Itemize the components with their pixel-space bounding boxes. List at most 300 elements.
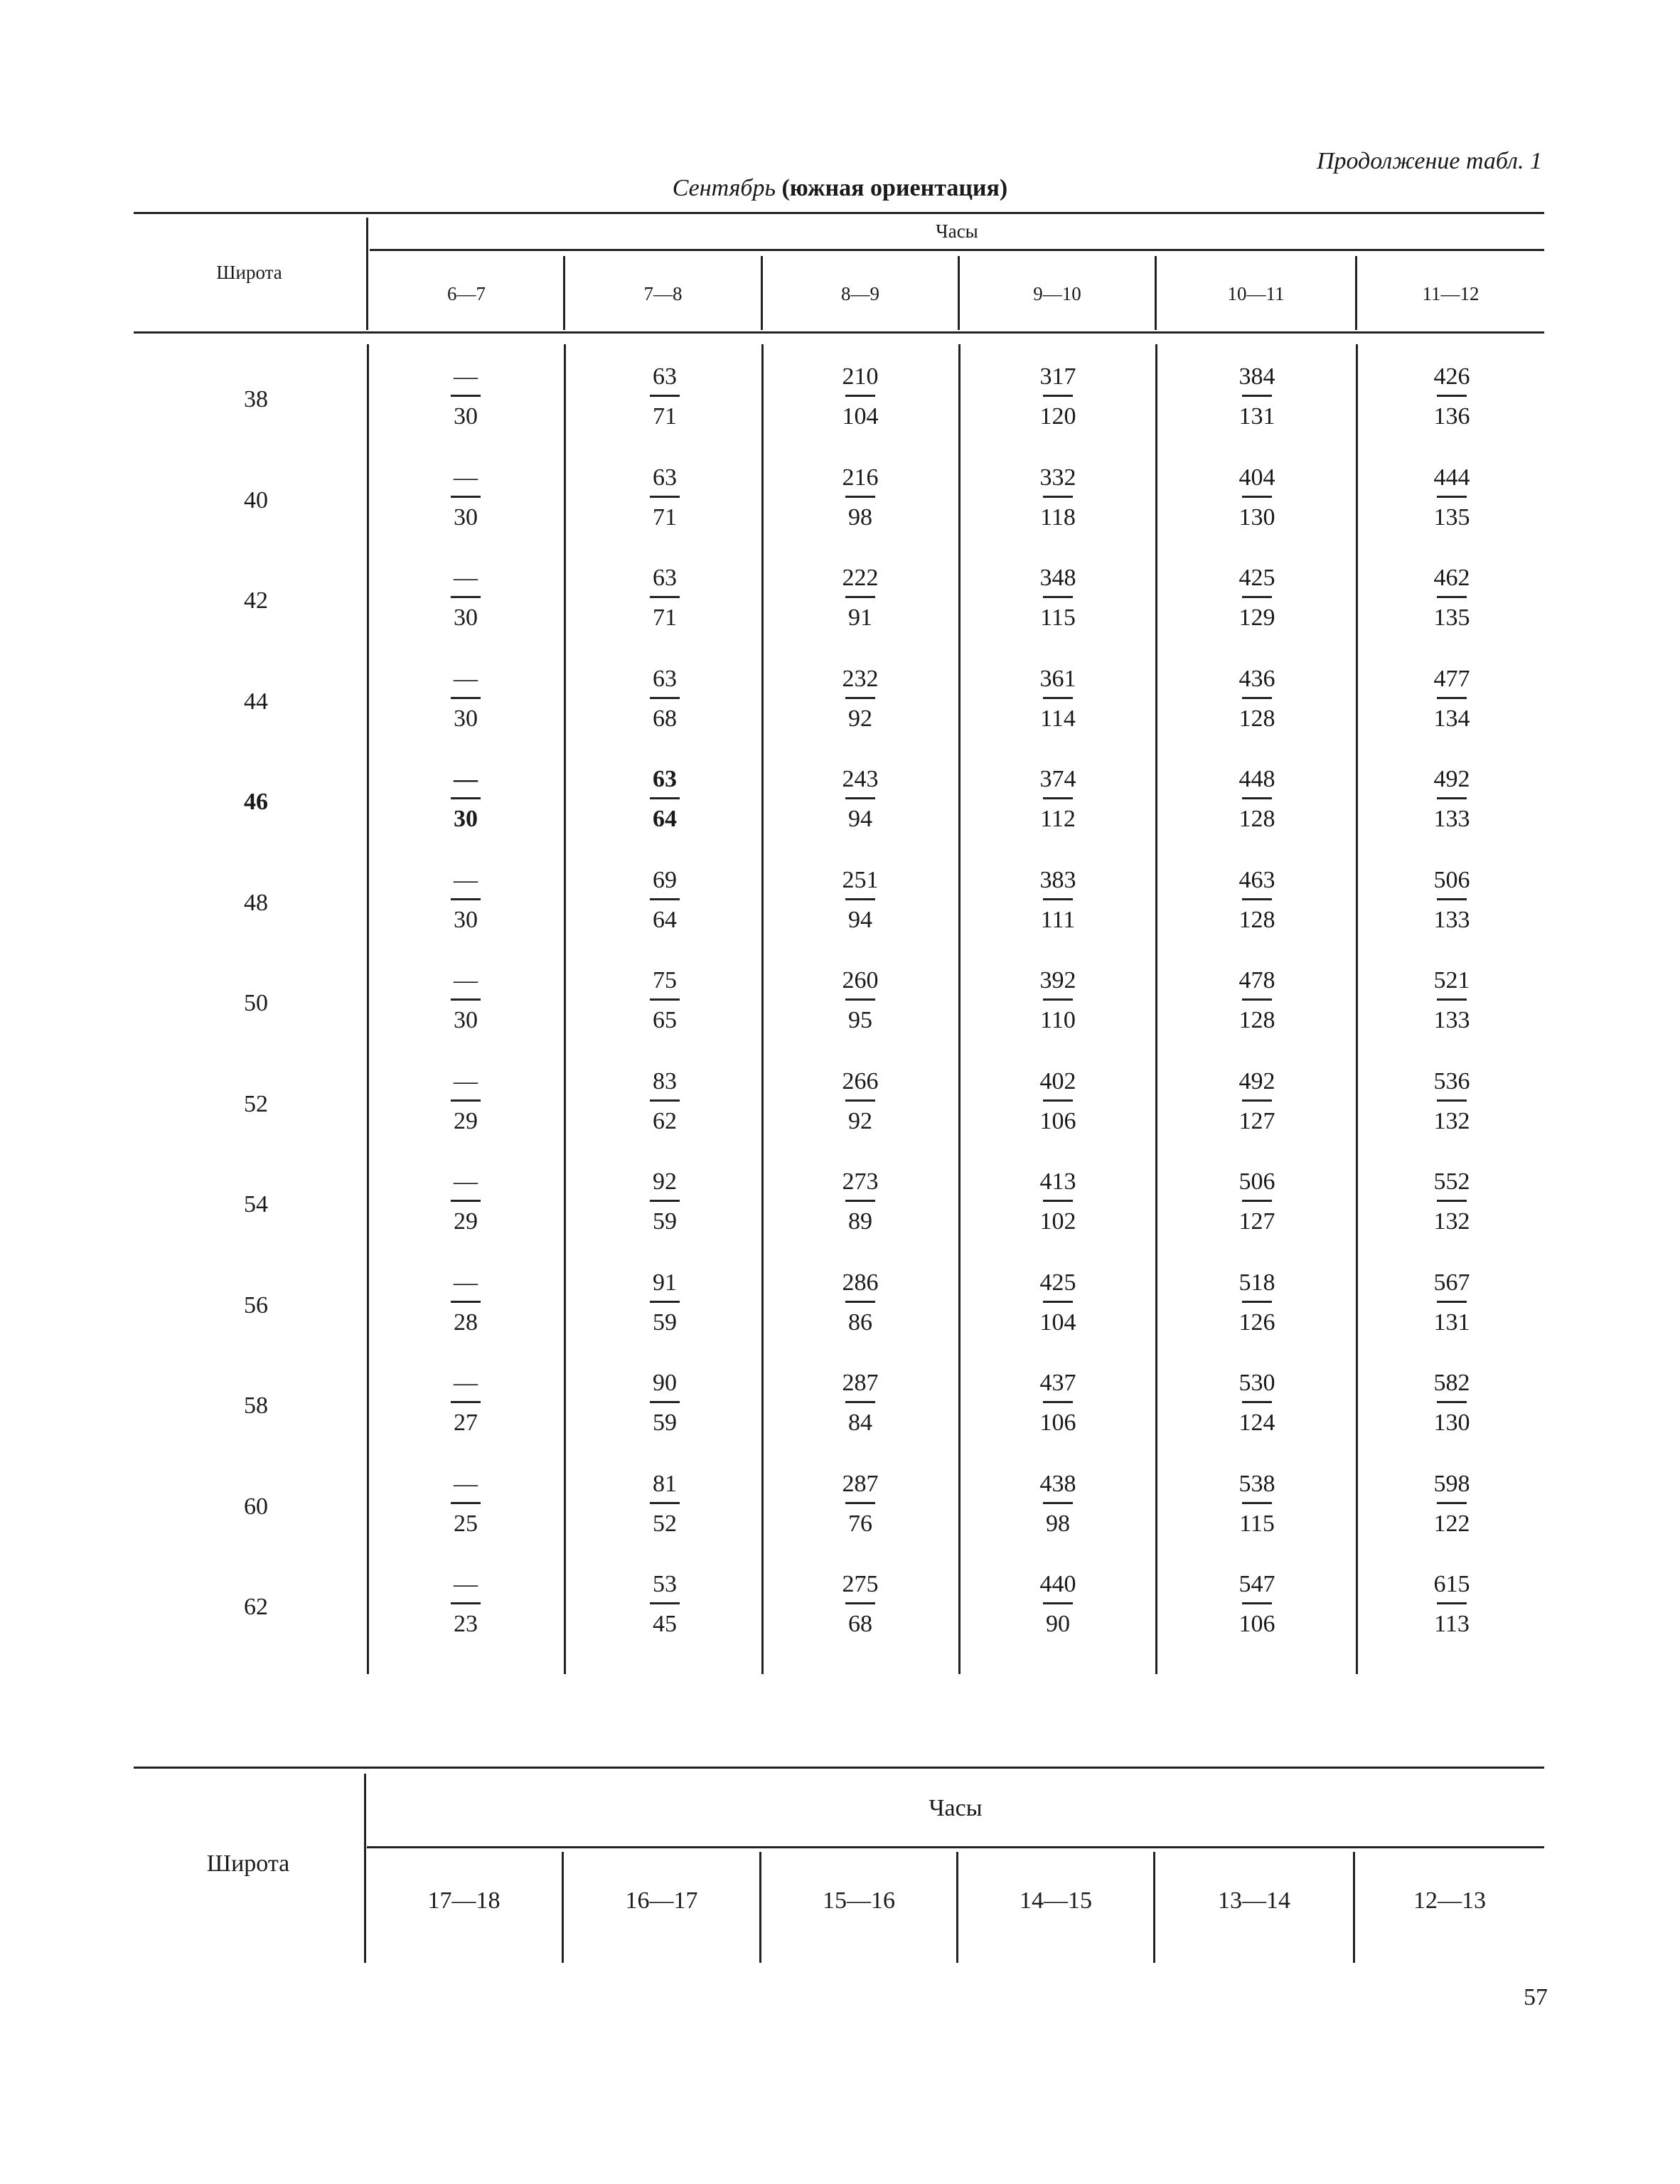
numerator: 383	[1039, 866, 1076, 893]
fraction-cell	[615, 966, 715, 1035]
fraction-cell	[416, 464, 515, 532]
fraction-cell	[1402, 665, 1502, 733]
table1-body-divider	[958, 344, 961, 1674]
fraction-cell	[615, 866, 715, 934]
numerator: —	[454, 866, 478, 893]
denominator: 30	[454, 403, 478, 430]
numerator: 81	[653, 1470, 677, 1497]
fraction-bar	[1437, 1099, 1467, 1102]
numerator: —	[454, 363, 478, 390]
numerator: 518	[1238, 1269, 1275, 1296]
fraction-bar	[650, 697, 680, 699]
denominator: 128	[1238, 705, 1275, 732]
numerator: 426	[1433, 363, 1470, 390]
table1-col-header: 11—12	[1422, 283, 1480, 304]
denominator: 128	[1238, 906, 1275, 933]
fraction-bar	[845, 1099, 875, 1102]
numerator: 413	[1039, 1168, 1076, 1195]
fraction-bar	[1043, 496, 1073, 498]
fraction-bar	[845, 1602, 875, 1604]
fraction-cell	[416, 1570, 515, 1639]
denominator: 91	[848, 604, 872, 631]
numerator: 492	[1238, 1067, 1275, 1094]
numerator: —	[454, 1067, 478, 1094]
fraction-cell	[810, 564, 910, 632]
denominator: 133	[1433, 906, 1470, 933]
numerator: 444	[1433, 464, 1470, 491]
numerator: 361	[1039, 665, 1076, 692]
latitude-value: 58	[244, 1392, 268, 1419]
fraction-cell	[615, 1168, 715, 1236]
denominator: 111	[1040, 906, 1076, 933]
denominator: 128	[1238, 1007, 1275, 1033]
fraction-cell	[1008, 765, 1108, 833]
fraction-cell	[416, 564, 515, 632]
fraction-bar	[650, 395, 680, 397]
fraction-cell	[1402, 1168, 1502, 1236]
denominator: 52	[653, 1510, 677, 1537]
denominator: 127	[1238, 1208, 1275, 1235]
numerator: 506	[1433, 866, 1470, 893]
fraction-cell	[1207, 1067, 1307, 1136]
denominator: 30	[454, 705, 478, 732]
fraction-cell	[416, 765, 515, 833]
fraction-bar	[451, 898, 481, 900]
denominator: 30	[454, 1007, 478, 1033]
fraction-bar	[650, 496, 680, 498]
denominator: 136	[1433, 403, 1470, 430]
table2-hours-header: Часы	[929, 1795, 983, 1821]
table1-body-divider	[367, 344, 369, 1674]
latitude-value: 56	[244, 1291, 268, 1319]
fraction-cell	[1008, 665, 1108, 733]
numerator: 92	[653, 1168, 677, 1195]
fraction-cell	[810, 1369, 910, 1437]
table1-header-rule	[134, 331, 1544, 334]
numerator: 243	[842, 766, 879, 792]
fraction-bar	[1043, 1301, 1073, 1303]
numerator: 317	[1039, 363, 1076, 390]
denominator: 30	[454, 906, 478, 933]
fraction-bar	[1242, 898, 1272, 900]
numerator: —	[454, 1168, 478, 1195]
denominator: 84	[848, 1410, 872, 1436]
denominator: 30	[454, 806, 478, 832]
fraction-bar	[650, 1602, 680, 1604]
numerator: 260	[842, 967, 879, 994]
fraction-bar	[1242, 1502, 1272, 1504]
denominator: 59	[653, 1208, 677, 1235]
numerator: 83	[653, 1067, 677, 1094]
numerator: 90	[653, 1370, 677, 1396]
table2-col-header: 13—14	[1218, 1887, 1290, 1914]
fraction-cell	[416, 1470, 515, 1538]
fraction-bar	[1043, 1099, 1073, 1102]
fraction-cell	[1008, 1570, 1108, 1639]
fraction-bar	[1242, 1301, 1272, 1303]
denominator: 131	[1238, 403, 1275, 430]
numerator: 53	[653, 1571, 677, 1597]
numerator: 536	[1433, 1067, 1470, 1094]
fraction-bar	[650, 1099, 680, 1102]
fraction-cell	[1402, 1269, 1502, 1337]
numerator: 462	[1433, 565, 1470, 591]
fraction-cell	[1402, 866, 1502, 934]
fraction-bar	[1242, 1602, 1272, 1604]
fraction-bar	[1437, 1401, 1467, 1403]
fraction-bar	[650, 1502, 680, 1504]
numerator: 440	[1039, 1571, 1076, 1597]
fraction-bar	[845, 496, 875, 498]
fraction-bar	[1242, 496, 1272, 498]
denominator: 92	[848, 705, 872, 732]
denominator: 59	[653, 1410, 677, 1436]
fraction-cell	[416, 665, 515, 733]
numerator: 210	[842, 363, 879, 390]
numerator: 598	[1433, 1470, 1470, 1497]
numerator: 392	[1039, 967, 1076, 994]
denominator: 130	[1433, 1410, 1470, 1436]
latitude-value: 50	[244, 990, 268, 1016]
fraction-cell	[1008, 1269, 1108, 1337]
numerator: 402	[1039, 1067, 1076, 1094]
numerator: —	[454, 1571, 478, 1597]
fraction-cell	[416, 966, 515, 1035]
denominator: 98	[1046, 1510, 1070, 1537]
denominator: 129	[1238, 604, 1275, 631]
fraction-cell	[416, 363, 515, 431]
numerator: 436	[1238, 665, 1275, 692]
table1-body-divider	[1356, 344, 1358, 1674]
fraction-bar	[1437, 998, 1467, 1001]
denominator: 27	[454, 1410, 478, 1436]
fraction-bar	[1043, 1200, 1073, 1202]
numerator: —	[454, 1470, 478, 1497]
fraction-bar	[845, 998, 875, 1001]
denominator: 115	[1239, 1510, 1275, 1537]
table2-col-header: 17—18	[427, 1887, 501, 1914]
fraction-cell	[810, 1067, 910, 1136]
fraction-cell	[615, 464, 715, 532]
denominator: 128	[1238, 806, 1275, 832]
fraction-cell	[810, 1570, 910, 1639]
table2-hours-rule	[367, 1846, 1544, 1848]
numerator: 425	[1238, 565, 1275, 591]
denominator: 71	[653, 403, 677, 430]
denominator: 127	[1238, 1107, 1275, 1134]
numerator: —	[454, 1370, 478, 1396]
numerator: —	[454, 766, 478, 792]
denominator: 134	[1433, 705, 1470, 732]
fraction-bar	[1242, 697, 1272, 699]
fraction-cell	[1402, 1067, 1502, 1136]
fraction-bar	[845, 1502, 875, 1504]
denominator: 71	[653, 604, 677, 631]
fraction-bar	[1043, 797, 1073, 799]
denominator: 65	[653, 1007, 677, 1033]
denominator: 110	[1040, 1007, 1076, 1033]
denominator: 106	[1039, 1107, 1076, 1134]
numerator: 530	[1238, 1370, 1275, 1396]
numerator: 63	[653, 665, 677, 692]
numerator: 63	[653, 565, 677, 591]
fraction-bar	[451, 1602, 481, 1604]
table2-col-header: 14—15	[1020, 1887, 1092, 1914]
numerator: —	[454, 665, 478, 692]
numerator: 448	[1238, 766, 1275, 792]
latitude-value: 60	[244, 1493, 268, 1520]
fraction-cell	[1008, 1470, 1108, 1538]
denominator: 106	[1238, 1611, 1275, 1637]
fraction-bar	[1043, 697, 1073, 699]
numerator: 477	[1433, 665, 1470, 692]
numerator: 63	[653, 363, 677, 390]
numerator: 287	[842, 1370, 879, 1396]
numerator: 552	[1433, 1168, 1470, 1195]
denominator: 122	[1433, 1510, 1470, 1537]
fraction-bar	[650, 1301, 680, 1303]
fraction-cell	[1008, 1369, 1108, 1437]
fraction-cell	[1008, 464, 1108, 532]
denominator: 135	[1433, 604, 1470, 631]
latitude-value: 54	[244, 1191, 268, 1218]
fraction-cell	[615, 1570, 715, 1639]
fraction-cell	[1008, 866, 1108, 934]
numerator: 75	[653, 967, 677, 994]
denominator: 94	[848, 906, 872, 933]
fraction-bar	[1043, 1502, 1073, 1504]
fraction-bar	[1043, 898, 1073, 900]
fraction-cell	[1207, 866, 1307, 934]
numerator: 69	[653, 866, 677, 893]
fraction-cell	[615, 1269, 715, 1337]
fraction-bar	[1043, 596, 1073, 598]
denominator: 115	[1040, 604, 1076, 631]
fraction-cell	[1402, 464, 1502, 532]
fraction-bar	[451, 998, 481, 1001]
fraction-bar	[1242, 1401, 1272, 1403]
fraction-bar	[1437, 1502, 1467, 1504]
numerator: 286	[842, 1269, 879, 1296]
denominator: 90	[1046, 1611, 1070, 1637]
fraction-cell	[1402, 1470, 1502, 1538]
fraction-bar	[1437, 395, 1467, 397]
numerator: 232	[842, 665, 879, 692]
denominator: 59	[653, 1309, 677, 1336]
numerator: 615	[1433, 1571, 1470, 1597]
caption-month: Сентябрь	[672, 175, 776, 201]
table1-col-header: 10—11	[1227, 283, 1285, 304]
denominator: 64	[653, 806, 677, 832]
fraction-bar	[1437, 596, 1467, 598]
denominator: 30	[454, 504, 478, 531]
caption-orientation: (южная ориентация)	[781, 175, 1008, 201]
fraction-cell	[615, 363, 715, 431]
fraction-cell	[1207, 1570, 1307, 1639]
fraction-bar	[1043, 395, 1073, 397]
denominator: 64	[653, 906, 677, 933]
numerator: 425	[1039, 1269, 1076, 1296]
fraction-cell	[1207, 1369, 1307, 1437]
fraction-cell	[416, 1269, 515, 1337]
denominator: 135	[1433, 504, 1470, 531]
table2-lat-header: Широта	[206, 1850, 290, 1877]
fraction-cell	[1207, 363, 1307, 431]
numerator: 63	[653, 766, 677, 792]
fraction-bar	[1437, 1200, 1467, 1202]
table2-col-header: 15—16	[823, 1887, 895, 1914]
denominator: 29	[454, 1208, 478, 1235]
numerator: —	[454, 565, 478, 591]
fraction-cell	[1207, 1470, 1307, 1538]
fraction-cell	[810, 363, 910, 431]
denominator: 29	[454, 1107, 478, 1134]
table-caption	[0, 175, 1680, 202]
fraction-cell	[810, 765, 910, 833]
denominator: 124	[1238, 1410, 1275, 1436]
numerator: 216	[842, 464, 879, 491]
denominator: 89	[848, 1208, 872, 1235]
denominator: 132	[1433, 1107, 1470, 1134]
denominator: 94	[848, 806, 872, 832]
fraction-cell	[615, 564, 715, 632]
fraction-bar	[451, 1200, 481, 1202]
fraction-bar	[650, 998, 680, 1001]
latitude-value: 46	[244, 789, 268, 815]
fraction-cell	[416, 866, 515, 934]
fraction-bar	[451, 697, 481, 699]
denominator: 114	[1040, 705, 1076, 732]
fraction-bar	[1437, 496, 1467, 498]
fraction-cell	[1008, 1168, 1108, 1236]
fraction-cell	[810, 866, 910, 934]
fraction-bar	[650, 797, 680, 799]
numerator: 521	[1433, 967, 1470, 994]
numerator: 273	[842, 1168, 879, 1195]
denominator: 132	[1433, 1208, 1470, 1235]
fraction-cell	[1402, 564, 1502, 632]
denominator: 104	[842, 403, 879, 430]
fraction-bar	[845, 1401, 875, 1403]
fraction-bar	[1242, 395, 1272, 397]
fraction-cell	[615, 765, 715, 833]
numerator: —	[454, 1269, 478, 1296]
fraction-cell	[1402, 1570, 1502, 1639]
denominator: 76	[848, 1510, 872, 1537]
fraction-bar	[845, 596, 875, 598]
fraction-cell	[615, 665, 715, 733]
numerator: 384	[1238, 363, 1275, 390]
fraction-cell	[1402, 966, 1502, 1035]
fraction-cell	[1207, 464, 1307, 532]
denominator: 92	[848, 1107, 872, 1134]
numerator: 374	[1039, 766, 1076, 792]
denominator: 98	[848, 504, 872, 531]
fraction-cell	[1008, 564, 1108, 632]
numerator: 91	[653, 1269, 677, 1296]
denominator: 28	[454, 1309, 478, 1336]
numerator: 251	[842, 866, 879, 893]
fraction-cell	[416, 1369, 515, 1437]
fraction-bar	[1242, 998, 1272, 1001]
fraction-bar	[845, 898, 875, 900]
fraction-bar	[1043, 1401, 1073, 1403]
table1-hours-rule	[370, 249, 1544, 251]
denominator: 68	[848, 1611, 872, 1637]
table1-col-header: 8—9	[841, 283, 879, 304]
fraction-bar	[451, 596, 481, 598]
denominator: 104	[1039, 1309, 1076, 1336]
fraction-bar	[451, 395, 481, 397]
table1-col-header: 9—10	[1033, 283, 1081, 304]
fraction-cell	[1207, 765, 1307, 833]
fraction-bar	[845, 797, 875, 799]
numerator: 287	[842, 1470, 879, 1497]
fraction-cell	[810, 464, 910, 532]
fraction-bar	[1437, 898, 1467, 900]
fraction-cell	[810, 1470, 910, 1538]
numerator: 437	[1039, 1370, 1076, 1396]
table1-hours-header: Часы	[936, 220, 978, 242]
table1-header-divider	[366, 218, 368, 330]
denominator: 71	[653, 504, 677, 531]
denominator: 95	[848, 1007, 872, 1033]
numerator: —	[454, 967, 478, 994]
latitude-value: 52	[244, 1090, 268, 1117]
denominator: 68	[653, 705, 677, 732]
fraction-bar	[650, 1200, 680, 1202]
fraction-bar	[650, 1401, 680, 1403]
fraction-bar	[1437, 1602, 1467, 1604]
fraction-bar	[845, 697, 875, 699]
fraction-cell	[1008, 966, 1108, 1035]
fraction-cell	[810, 1168, 910, 1236]
table1-body-divider	[564, 344, 566, 1674]
fraction-cell	[1207, 665, 1307, 733]
fraction-bar	[650, 596, 680, 598]
fraction-bar	[451, 1401, 481, 1403]
denominator: 133	[1433, 1007, 1470, 1033]
denominator: 133	[1433, 806, 1470, 832]
numerator: 492	[1433, 766, 1470, 792]
table1-body-divider	[1155, 344, 1157, 1674]
numerator: 567	[1433, 1269, 1470, 1296]
fraction-bar	[451, 1099, 481, 1102]
page-number: 57	[1524, 1984, 1548, 2010]
fraction-cell	[1207, 966, 1307, 1035]
fraction-bar	[650, 898, 680, 900]
table1-lat-header: Широта	[216, 262, 282, 283]
denominator: 86	[848, 1309, 872, 1336]
numerator: 404	[1238, 464, 1275, 491]
denominator: 113	[1434, 1611, 1470, 1637]
numerator: 222	[842, 565, 879, 591]
denominator: 130	[1238, 504, 1275, 531]
denominator: 112	[1040, 806, 1076, 832]
numerator: 506	[1238, 1168, 1275, 1195]
denominator: 45	[653, 1611, 677, 1637]
denominator: 126	[1238, 1309, 1275, 1336]
fraction-cell	[810, 665, 910, 733]
numerator: 266	[842, 1067, 879, 1094]
table1-top-rule	[134, 212, 1544, 214]
numerator: 438	[1039, 1470, 1076, 1497]
denominator: 25	[454, 1510, 478, 1537]
fraction-cell	[1008, 363, 1108, 431]
numerator: 63	[653, 464, 677, 491]
fraction-cell	[810, 966, 910, 1035]
fraction-bar	[1043, 1602, 1073, 1604]
